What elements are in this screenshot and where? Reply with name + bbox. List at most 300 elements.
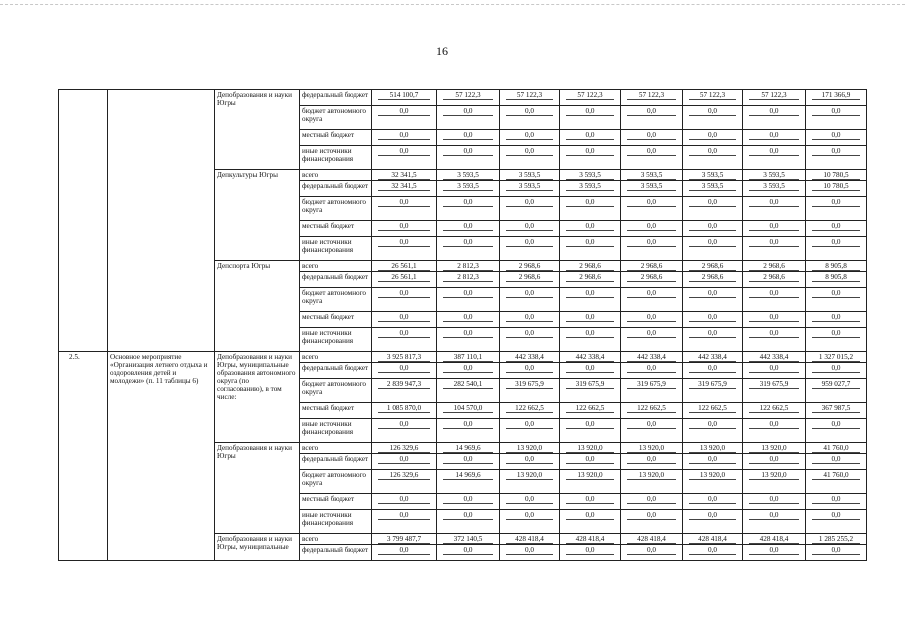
amount-cell bbox=[372, 237, 437, 261]
amount-value: 0,0 bbox=[689, 131, 736, 140]
amount-value: 0,0 bbox=[443, 131, 493, 140]
amount-value: 0,0 bbox=[506, 107, 553, 116]
amount-value: 13 920,0 bbox=[749, 444, 799, 453]
amount-value: 0,0 bbox=[627, 546, 676, 555]
amount-value: 57 122,3 bbox=[689, 91, 736, 100]
amount-value: 2 968,6 bbox=[566, 262, 614, 271]
amount-cell bbox=[743, 510, 806, 534]
amount-cell bbox=[560, 443, 621, 454]
amount-value: 282 540,1 bbox=[443, 380, 493, 389]
amount-cell bbox=[437, 106, 500, 130]
amount-value: 0,0 bbox=[689, 238, 736, 247]
amount-value: 0,0 bbox=[812, 313, 860, 322]
amount-value: 57 122,3 bbox=[506, 91, 553, 100]
funding-source-cell: иные источники финансирования bbox=[300, 146, 372, 170]
amount-value: 0,0 bbox=[812, 364, 860, 373]
scan-edge-line bbox=[0, 4, 905, 5]
funding-source-cell: иные источники финансирования bbox=[300, 419, 372, 443]
amount-cell bbox=[683, 170, 743, 181]
executor-cell: Депспорта Югры bbox=[215, 261, 300, 352]
amount-cell bbox=[372, 534, 437, 545]
amount-value: 0,0 bbox=[378, 289, 430, 298]
amount-cell bbox=[372, 494, 437, 510]
amount-value: 0,0 bbox=[812, 546, 860, 555]
amount-cell bbox=[683, 403, 743, 419]
amount-cell bbox=[683, 328, 743, 352]
amount-value: 0,0 bbox=[627, 329, 676, 338]
amount-value: 0,0 bbox=[378, 495, 430, 504]
amount-cell bbox=[683, 237, 743, 261]
amount-value: 0,0 bbox=[566, 420, 614, 429]
amount-value: 959 027,7 bbox=[812, 380, 860, 389]
amount-value: 0,0 bbox=[443, 495, 493, 504]
amount-value: 514 100,7 bbox=[378, 91, 430, 100]
amount-cell bbox=[500, 419, 560, 443]
amount-cell bbox=[683, 272, 743, 288]
amount-value: 0,0 bbox=[749, 455, 799, 464]
table-row bbox=[59, 90, 867, 106]
amount-value: 0,0 bbox=[812, 107, 860, 116]
amount-value: 0,0 bbox=[566, 329, 614, 338]
amount-cell bbox=[560, 181, 621, 197]
amount-value: 0,0 bbox=[506, 329, 553, 338]
amount-cell bbox=[621, 261, 683, 272]
amount-cell bbox=[500, 470, 560, 494]
amount-cell bbox=[560, 197, 621, 221]
amount-cell bbox=[621, 288, 683, 312]
amount-value: 0,0 bbox=[566, 147, 614, 156]
amount-value: 2 968,6 bbox=[627, 273, 676, 282]
amount-cell bbox=[437, 237, 500, 261]
amount-value: 3 593,5 bbox=[566, 182, 614, 191]
amount-value: 0,0 bbox=[627, 495, 676, 504]
amount-value: 0,0 bbox=[689, 420, 736, 429]
funding-source-cell: всего bbox=[300, 170, 372, 181]
amount-cell bbox=[437, 328, 500, 352]
amount-value: 2 968,6 bbox=[749, 273, 799, 282]
amount-value: 442 338,4 bbox=[566, 353, 614, 362]
amount-value: 3 593,5 bbox=[627, 171, 676, 180]
amount-value: 14 969,6 bbox=[443, 444, 493, 453]
amount-value: 0,0 bbox=[378, 147, 430, 156]
amount-value: 319 675,9 bbox=[749, 380, 799, 389]
amount-cell bbox=[500, 494, 560, 510]
amount-cell bbox=[372, 288, 437, 312]
amount-cell bbox=[621, 170, 683, 181]
amount-value: 3 593,5 bbox=[749, 171, 799, 180]
amount-value: 0,0 bbox=[627, 222, 676, 231]
amount-cell bbox=[683, 534, 743, 545]
amount-cell bbox=[621, 454, 683, 470]
amount-value: 428 418,4 bbox=[749, 535, 799, 544]
table-row bbox=[59, 352, 867, 363]
amount-cell bbox=[683, 352, 743, 363]
amount-value: 171 366,9 bbox=[812, 91, 860, 100]
amount-cell bbox=[437, 181, 500, 197]
amount-value: 57 122,3 bbox=[749, 91, 799, 100]
amount-cell bbox=[437, 221, 500, 237]
amount-value: 0,0 bbox=[566, 107, 614, 116]
amount-value: 0,0 bbox=[378, 198, 430, 207]
amount-cell bbox=[743, 403, 806, 419]
amount-cell bbox=[500, 181, 560, 197]
amount-cell bbox=[743, 352, 806, 363]
amount-cell bbox=[806, 545, 867, 561]
amount-value: 0,0 bbox=[749, 313, 799, 322]
amount-cell bbox=[437, 379, 500, 403]
amount-value: 41 760,0 bbox=[812, 444, 860, 453]
amount-value: 0,0 bbox=[566, 546, 614, 555]
amount-cell bbox=[621, 130, 683, 146]
amount-value: 0,0 bbox=[506, 147, 553, 156]
amount-cell bbox=[500, 237, 560, 261]
amount-value: 0,0 bbox=[689, 289, 736, 298]
amount-cell bbox=[621, 443, 683, 454]
amount-cell bbox=[500, 363, 560, 379]
amount-cell bbox=[621, 221, 683, 237]
amount-cell bbox=[743, 545, 806, 561]
amount-cell bbox=[621, 403, 683, 419]
amount-value: 0,0 bbox=[627, 289, 676, 298]
amount-cell bbox=[437, 494, 500, 510]
amount-value: 387 110,1 bbox=[443, 353, 493, 362]
amount-cell bbox=[560, 312, 621, 328]
amount-value: 0,0 bbox=[443, 313, 493, 322]
amount-cell bbox=[500, 272, 560, 288]
amount-cell bbox=[806, 221, 867, 237]
amount-cell bbox=[437, 170, 500, 181]
amount-cell bbox=[500, 379, 560, 403]
amount-value: 0,0 bbox=[378, 420, 430, 429]
amount-cell bbox=[743, 454, 806, 470]
amount-cell bbox=[806, 419, 867, 443]
amount-cell bbox=[500, 443, 560, 454]
amount-value: 0,0 bbox=[378, 238, 430, 247]
amount-cell bbox=[806, 454, 867, 470]
amount-cell bbox=[621, 494, 683, 510]
amount-cell bbox=[621, 197, 683, 221]
amount-cell bbox=[621, 106, 683, 130]
amount-value: 0,0 bbox=[812, 222, 860, 231]
amount-value: 0,0 bbox=[749, 238, 799, 247]
amount-cell bbox=[743, 146, 806, 170]
amount-cell bbox=[372, 470, 437, 494]
amount-cell bbox=[372, 328, 437, 352]
amount-value: 0,0 bbox=[689, 455, 736, 464]
amount-value: 0,0 bbox=[378, 511, 430, 520]
amount-cell bbox=[743, 379, 806, 403]
amount-cell bbox=[806, 261, 867, 272]
amount-value: 0,0 bbox=[812, 131, 860, 140]
amount-value: 0,0 bbox=[627, 131, 676, 140]
amount-cell bbox=[806, 403, 867, 419]
amount-value: 0,0 bbox=[506, 289, 553, 298]
amount-value: 0,0 bbox=[812, 420, 860, 429]
amount-cell bbox=[372, 90, 437, 106]
amount-value: 41 760,0 bbox=[812, 471, 860, 480]
amount-value: 0,0 bbox=[749, 198, 799, 207]
amount-value: 13 920,0 bbox=[749, 471, 799, 480]
funding-source-cell: местный бюджет bbox=[300, 312, 372, 328]
amount-cell bbox=[500, 130, 560, 146]
amount-cell bbox=[683, 470, 743, 494]
amount-value: 319 675,9 bbox=[627, 380, 676, 389]
amount-value: 0,0 bbox=[689, 546, 736, 555]
amount-value: 319 675,9 bbox=[689, 380, 736, 389]
amount-value: 0,0 bbox=[749, 289, 799, 298]
amount-value: 0,0 bbox=[812, 238, 860, 247]
amount-value: 2 968,6 bbox=[689, 273, 736, 282]
amount-cell bbox=[683, 261, 743, 272]
amount-cell bbox=[806, 181, 867, 197]
amount-cell bbox=[621, 146, 683, 170]
amount-value: 0,0 bbox=[443, 198, 493, 207]
amount-cell bbox=[560, 379, 621, 403]
amount-value: 372 140,5 bbox=[443, 535, 493, 544]
amount-value: 10 780,5 bbox=[812, 182, 860, 191]
amount-cell bbox=[560, 352, 621, 363]
amount-value: 3 593,5 bbox=[443, 171, 493, 180]
amount-cell bbox=[437, 272, 500, 288]
amount-cell bbox=[743, 130, 806, 146]
amount-value: 0,0 bbox=[749, 420, 799, 429]
amount-cell bbox=[500, 328, 560, 352]
amount-cell bbox=[372, 363, 437, 379]
amount-value: 1 285 255,2 bbox=[812, 535, 860, 544]
amount-value: 0,0 bbox=[627, 455, 676, 464]
amount-value: 32 341,5 bbox=[378, 182, 430, 191]
amount-value: 3 593,5 bbox=[627, 182, 676, 191]
amount-cell bbox=[806, 363, 867, 379]
amount-value: 1 327 015,2 bbox=[812, 353, 860, 362]
amount-value: 2 839 947,3 bbox=[378, 380, 430, 389]
amount-value: 126 329,6 bbox=[378, 471, 430, 480]
funding-source-cell: иные источники финансирования bbox=[300, 328, 372, 352]
amount-cell bbox=[437, 419, 500, 443]
amount-cell bbox=[372, 403, 437, 419]
amount-cell bbox=[743, 494, 806, 510]
amount-value: 122 662,5 bbox=[749, 404, 799, 413]
amount-cell bbox=[560, 221, 621, 237]
amount-cell bbox=[743, 106, 806, 130]
amount-value: 3 593,5 bbox=[506, 182, 553, 191]
amount-value: 0,0 bbox=[812, 289, 860, 298]
amount-cell bbox=[683, 288, 743, 312]
amount-value: 0,0 bbox=[627, 147, 676, 156]
amount-cell bbox=[621, 363, 683, 379]
funding-source-cell: федеральный бюджет bbox=[300, 181, 372, 197]
amount-value: 2 968,6 bbox=[749, 262, 799, 271]
amount-value: 442 338,4 bbox=[689, 353, 736, 362]
amount-cell bbox=[683, 510, 743, 534]
amount-cell bbox=[806, 312, 867, 328]
amount-cell bbox=[372, 106, 437, 130]
amount-value: 367 987,5 bbox=[812, 404, 860, 413]
funding-source-cell: федеральный бюджет bbox=[300, 272, 372, 288]
amount-cell bbox=[560, 419, 621, 443]
funding-source-cell: бюджет автономного округа bbox=[300, 470, 372, 494]
amount-cell bbox=[437, 454, 500, 470]
amount-value: 3 593,5 bbox=[443, 182, 493, 191]
amount-value: 0,0 bbox=[443, 329, 493, 338]
amount-value: 0,0 bbox=[506, 495, 553, 504]
amount-value: 1 085 870,0 bbox=[378, 404, 430, 413]
amount-cell bbox=[743, 221, 806, 237]
amount-cell bbox=[743, 534, 806, 545]
amount-value: 13 920,0 bbox=[566, 471, 614, 480]
amount-cell bbox=[437, 443, 500, 454]
amount-cell bbox=[560, 130, 621, 146]
amount-cell bbox=[806, 272, 867, 288]
amount-value: 0,0 bbox=[749, 495, 799, 504]
amount-value: 0,0 bbox=[689, 495, 736, 504]
amount-cell bbox=[560, 534, 621, 545]
amount-value: 13 920,0 bbox=[566, 444, 614, 453]
amount-value: 122 662,5 bbox=[627, 404, 676, 413]
amount-value: 13 920,0 bbox=[506, 444, 553, 453]
amount-cell bbox=[500, 352, 560, 363]
amount-cell bbox=[683, 106, 743, 130]
amount-cell bbox=[500, 534, 560, 545]
amount-value: 0,0 bbox=[749, 131, 799, 140]
amount-value: 3 593,5 bbox=[689, 182, 736, 191]
amount-value: 0,0 bbox=[506, 198, 553, 207]
amount-value: 0,0 bbox=[566, 511, 614, 520]
amount-value: 0,0 bbox=[378, 222, 430, 231]
amount-value: 0,0 bbox=[627, 107, 676, 116]
amount-value: 0,0 bbox=[627, 364, 676, 373]
amount-cell bbox=[372, 221, 437, 237]
amount-value: 0,0 bbox=[749, 107, 799, 116]
amount-value: 0,0 bbox=[627, 198, 676, 207]
amount-cell bbox=[437, 470, 500, 494]
amount-value: 0,0 bbox=[749, 364, 799, 373]
amount-value: 2 812,3 bbox=[443, 273, 493, 282]
amount-value: 0,0 bbox=[627, 420, 676, 429]
amount-value: 0,0 bbox=[443, 289, 493, 298]
amount-cell bbox=[806, 352, 867, 363]
amount-value: 0,0 bbox=[812, 511, 860, 520]
amount-cell bbox=[437, 510, 500, 534]
amount-value: 442 338,4 bbox=[749, 353, 799, 362]
amount-value: 13 920,0 bbox=[689, 471, 736, 480]
amount-cell bbox=[683, 454, 743, 470]
amount-value: 0,0 bbox=[689, 329, 736, 338]
amount-value: 0,0 bbox=[443, 511, 493, 520]
amount-cell bbox=[683, 312, 743, 328]
amount-cell bbox=[437, 545, 500, 561]
funding-source-cell: иные источники финансирования bbox=[300, 510, 372, 534]
amount-value: 0,0 bbox=[749, 222, 799, 231]
amount-cell bbox=[372, 130, 437, 146]
amount-cell bbox=[683, 379, 743, 403]
amount-value: 0,0 bbox=[749, 511, 799, 520]
amount-value: 57 122,3 bbox=[627, 91, 676, 100]
amount-cell bbox=[743, 288, 806, 312]
amount-cell bbox=[372, 272, 437, 288]
funding-source-cell: бюджет автономного округа bbox=[300, 197, 372, 221]
amount-cell bbox=[806, 90, 867, 106]
amount-cell bbox=[743, 170, 806, 181]
amount-cell bbox=[621, 545, 683, 561]
executor-cell: Депобразования и науки Югры, муниципальные bbox=[215, 534, 300, 561]
amount-value: 126 329,6 bbox=[378, 444, 430, 453]
amount-value: 57 122,3 bbox=[566, 91, 614, 100]
amount-cell bbox=[437, 288, 500, 312]
amount-value: 2 812,3 bbox=[443, 262, 493, 271]
amount-cell bbox=[437, 403, 500, 419]
amount-cell bbox=[806, 197, 867, 221]
amount-value: 13 920,0 bbox=[506, 471, 553, 480]
amount-cell bbox=[683, 494, 743, 510]
amount-value: 0,0 bbox=[627, 313, 676, 322]
amount-cell bbox=[743, 419, 806, 443]
amount-value: 0,0 bbox=[506, 238, 553, 247]
amount-value: 0,0 bbox=[812, 329, 860, 338]
amount-value: 0,0 bbox=[812, 147, 860, 156]
amount-cell bbox=[372, 510, 437, 534]
amount-cell bbox=[743, 443, 806, 454]
amount-cell bbox=[806, 146, 867, 170]
amount-value: 0,0 bbox=[566, 222, 614, 231]
amount-value: 0,0 bbox=[378, 546, 430, 555]
amount-value: 0,0 bbox=[506, 131, 553, 140]
amount-value: 8 905,8 bbox=[812, 262, 860, 271]
amount-value: 0,0 bbox=[506, 364, 553, 373]
amount-value: 3 593,5 bbox=[749, 182, 799, 191]
amount-cell bbox=[437, 352, 500, 363]
funding-source-cell: федеральный бюджет bbox=[300, 90, 372, 106]
amount-cell bbox=[372, 454, 437, 470]
budget-table bbox=[58, 89, 867, 561]
amount-value: 0,0 bbox=[443, 546, 493, 555]
funding-source-cell: местный бюджет bbox=[300, 403, 372, 419]
amount-cell bbox=[621, 352, 683, 363]
amount-cell bbox=[743, 328, 806, 352]
amount-cell bbox=[500, 90, 560, 106]
executor-cell: Депобразования и науки Югры, муниципальные образования автономного округа (по согласованию), в том числе: bbox=[215, 352, 300, 443]
funding-source-cell: иные источники финансирования bbox=[300, 237, 372, 261]
amount-cell bbox=[437, 130, 500, 146]
amount-cell bbox=[743, 363, 806, 379]
amount-value: 13 920,0 bbox=[627, 444, 676, 453]
amount-cell bbox=[437, 197, 500, 221]
amount-cell bbox=[500, 170, 560, 181]
amount-value: 0,0 bbox=[443, 364, 493, 373]
amount-cell bbox=[560, 403, 621, 419]
amount-value: 0,0 bbox=[443, 107, 493, 116]
measure-number-cell bbox=[59, 90, 108, 352]
amount-cell bbox=[500, 510, 560, 534]
amount-cell bbox=[500, 261, 560, 272]
amount-cell bbox=[621, 237, 683, 261]
amount-value: 428 418,4 bbox=[689, 535, 736, 544]
amount-cell bbox=[621, 181, 683, 197]
amount-cell bbox=[500, 221, 560, 237]
amount-value: 0,0 bbox=[506, 546, 553, 555]
amount-cell bbox=[372, 261, 437, 272]
executor-cell: Депобразования и науки Югры bbox=[215, 90, 300, 170]
amount-cell bbox=[500, 197, 560, 221]
amount-cell bbox=[743, 197, 806, 221]
amount-cell bbox=[500, 288, 560, 312]
amount-value: 26 561,1 bbox=[378, 262, 430, 271]
amount-cell bbox=[621, 312, 683, 328]
amount-cell bbox=[683, 130, 743, 146]
amount-value: 57 122,3 bbox=[443, 91, 493, 100]
amount-cell bbox=[500, 106, 560, 130]
amount-value: 0,0 bbox=[812, 198, 860, 207]
